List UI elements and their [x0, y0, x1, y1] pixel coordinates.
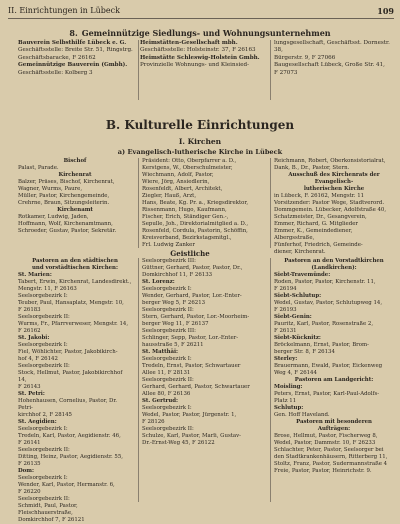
text-line: Bürgerstr. 9, F 27066 [274, 54, 336, 61]
text-line: F 27073 [274, 69, 298, 76]
text-line: Baugesellschaft Lübeck, Große Str. 41, [274, 62, 385, 69]
text-line: Moisling: [274, 384, 303, 390]
text-line: Pastoren an den Vorstadtkirchen [284, 258, 384, 264]
text-line: Roden, Pastor, Pastor, Kirchenstr. 11, [274, 279, 376, 285]
text-line: Seelsorgebezirk II: [142, 307, 194, 313]
text-line: Wurms, Fr., Pfarrverweser, Mengstr. 14, [18, 321, 129, 327]
text-line: und vorstädtischen Kirchen: [32, 265, 118, 271]
text-line: Geschäftsstelle: Kolberg 3 [18, 69, 93, 76]
text-line: Palast, Parade. [18, 165, 59, 171]
housing-column-1 [18, 40, 138, 77]
text-line: Seelsorgebezirk II: [18, 496, 70, 502]
text-line: Seelsorgebezirk I: [18, 426, 68, 432]
text-line: St. Gertrud: [142, 398, 179, 404]
text-line: berger Weg 5, F 26213 [142, 300, 206, 306]
church-admin-column-1 [18, 158, 132, 235]
text-line: Pastoren mit besonderen [296, 419, 372, 425]
text-line: F 26131 [274, 328, 297, 334]
text-line: Stock, Hellmut, Pastor, Jakobikirchhof 14, [18, 370, 123, 383]
text-line: Stern, Gerhard, Pastor, Lor.-Moorheim- [142, 314, 250, 320]
text-line: hof 4, F 26142 [18, 356, 58, 362]
geistliche-heading: Geistliche [170, 249, 210, 258]
text-line: Dr.-Ernst-Weg 45, F 26122 [142, 440, 215, 446]
housing-column-3 [274, 40, 394, 77]
section-8-number: 8. [69, 28, 78, 38]
text-line: Crehrne, Braun, Sitzungsleiterin. [18, 200, 110, 206]
text-line: Domkirchhof 7, F 26121 [18, 517, 85, 523]
text-line: Platz 11 [274, 398, 297, 404]
text-line: Ausschuß des Kirchenrats der Evangelisch- [288, 172, 380, 185]
lutheran-church-heading: a) Evangelisch-lutherische Kirche in Lübeck [117, 148, 283, 156]
text-line: Pastoren an den städtischen [32, 258, 118, 264]
text-line: Seelsorgebezirk III: [142, 258, 196, 264]
header-title: II. Einrichtungen in Lübeck [8, 6, 120, 15]
text-line: Allee 80, F 26136 [142, 391, 191, 397]
text-line: Seelsorgebezirk I: [18, 293, 68, 299]
text-line: Schlutup: [274, 405, 304, 411]
text-line: Bauverein Selbsthilfe Lübeck e. G. [18, 40, 127, 46]
text-line: Wedel, Gustav, Pastor, Schlutupweg 14, [274, 300, 383, 306]
church-admin-column-3 [274, 158, 394, 256]
text-line: Heimstätte Schleswig-Holstein Gmbh. [140, 54, 260, 61]
text-line: Hans, Beate, Kg. Pr. a., Kriegsdirektor, [142, 200, 249, 206]
text-line: Provinzielle Wohnungs- und Kleinsied- [140, 62, 250, 69]
text-line: Tredeln, Ernst, Pastor, Schwartauer [142, 363, 241, 369]
text-line: Güttner, Gerhard, Pastor, Pastor, Dr., [142, 265, 243, 271]
text-line: Geschäftsbaracke, F 26162 [18, 54, 96, 61]
text-line: Wiere, Jörg, Ansiedlerin, [142, 179, 210, 185]
text-line: Reichmann, Robert, Oberkonsistorialrat, [274, 158, 386, 164]
text-line: Seelsorgebezirk II: [18, 314, 70, 320]
text-line: Kreisverband, Bezirkstagsmitgl., [142, 235, 232, 241]
text-line: Fiel, Wöhlichter, Pastor, Jakobikirch- [18, 349, 118, 355]
clergy-column-2 [142, 258, 266, 447]
column-divider [138, 40, 139, 100]
text-line: Seelsorgebezirk I: [142, 356, 192, 362]
text-line: F 26183 [18, 307, 41, 313]
text-line: Seelsorgebezirk I: [18, 342, 68, 348]
text-line: St. Lorenz: [142, 279, 175, 285]
column-divider [270, 258, 271, 502]
text-line: Siebt-Genin: [274, 314, 312, 320]
text-line: Kirchenrat [58, 172, 92, 178]
housing-column-2 [140, 40, 268, 70]
text-line: Kerstgens, W., Oberschulmeister, [142, 165, 233, 171]
text-line: Seelsorgebezirk I: [142, 405, 192, 411]
column-divider [138, 158, 139, 248]
text-line: Seelsorgebezirk I: [142, 286, 192, 292]
text-line: Wedel, Pastor, Dammstr. 10, F 26233 [274, 440, 376, 446]
text-line: Präsident: Otto, Oberpfarrer a. D., [142, 158, 237, 164]
text-line: Geschäftsstelle: Holsteinstr. 37, F 26163 [140, 47, 256, 54]
church-admin-column-2 [142, 158, 266, 249]
text-line: lungsgesellschaft, Geschäftsst. Dornestr. 38, [274, 40, 390, 54]
text-line: Fünferhof, Friedrich, Gemeinde- [274, 242, 363, 248]
text-line: Aufträgen: [317, 426, 351, 432]
text-line: Freie, Pastor, Pastor, Heinrichstr. 9. [274, 468, 372, 474]
section-b-letter: B. [105, 118, 121, 132]
text-line: F 26143 [18, 384, 41, 390]
text-line: Wedel, Pastor, Pastor, Jürgenstr. 1, [142, 412, 237, 418]
text-line: hausstraße 5, F 26211 [142, 342, 204, 348]
text-line: St. Matthäi: [142, 349, 179, 355]
text-line: Heimstätten-Gesellschaft mbh. [140, 40, 238, 46]
text-line: St. Jakobi: [18, 335, 50, 341]
text-line: Dommgemein. Lübecker, Adolfstraße 40, [274, 207, 387, 213]
text-line: Ditting, Heinz, Pastor, Aegidienstr. 55, [18, 454, 124, 460]
text-line: kirchhof 2, F 28145 [18, 412, 72, 418]
text-line: Wender, Karl, Pastor, Hermanstr. 6, [18, 482, 115, 488]
section-b-name: Kulturelle Einrichtungen [124, 118, 295, 132]
text-line: Allee 11, F 28131 [142, 370, 191, 376]
running-header [8, 4, 394, 19]
text-line: Schlinger, Sepp, Pastor, Lor.-Enter- [142, 335, 239, 341]
text-line: St. Petri: [18, 391, 45, 397]
text-line: in Lübeck, F. 26162, Mengstr. 11 [274, 193, 365, 199]
text-line: Seelsorgebezirk III: [142, 328, 196, 334]
text-line: Seelsorgebezirk II: [18, 363, 70, 369]
column-divider [270, 158, 271, 248]
text-line: Hoffmann, Wolf, Kirchenamtmann, [18, 221, 113, 227]
text-line: Bröckelmann, Ernst, Pastor, Brom- [274, 342, 369, 348]
text-line: Gerhard, Gerhard, Pastor, Schwartauer [142, 384, 250, 390]
text-line: F 26141 [18, 440, 41, 446]
column-divider [270, 40, 271, 100]
text-line: Vorsitzender: Pastor Wege, Stadtverord. [274, 200, 385, 206]
text-line: lutherischen Kirche [303, 186, 365, 192]
kirchen-heading: I. Kirchen [178, 137, 222, 146]
text-line: (Landkirchen): [311, 265, 357, 271]
text-line: Rosenfeldt, Albert, Architekt, [142, 186, 223, 192]
text-line: F 26194 [274, 286, 297, 292]
clergy-columns [18, 258, 390, 523]
text-line: Siebt-Schlutup: [274, 293, 322, 299]
text-line: Schroeder, Gustav, Pastor, Sekretär. [18, 228, 117, 234]
text-line: St. Aegidien: [18, 419, 57, 425]
text-line: Wiechmann, Adolf, Pastor, [142, 172, 214, 178]
clergy-column-1 [18, 258, 132, 524]
text-line: Tabert, Erwin, Kirchenrat, Landesdirekt., [18, 279, 132, 285]
text-line: Wagner, Wurms, Paure, [18, 186, 83, 192]
text-line: F 26193 [274, 307, 297, 313]
text-line: Teuber, Paul, Hansaplatz, Mengstr. 10, [18, 300, 124, 306]
text-line: Brose, Hellmut, Pastor, Fischerweg 8, [274, 433, 378, 439]
text-line: Peters, Ernst, Pastor, Karl-Paul-Adolfs- [274, 391, 380, 397]
text-line: Seelsorgebezirk II: [142, 426, 194, 432]
text-line: Stoltz, Franz, Pastor, Sudermannstraße 4 [274, 461, 388, 467]
text-line: Sepulle, Joh., Direktorialmitglied a. D., [142, 221, 249, 227]
text-line: diener, Kirchenrat. [274, 249, 326, 255]
section-8-title: Gemeinnützige Siedlungs- und Wohnungsunternehmen [81, 28, 331, 38]
text-line: Rissenmann, Hugo, Kaufmann, [142, 207, 227, 213]
text-line: F 26135 [18, 461, 41, 467]
text-line: Schlachter, Peter, Pastor, Seelsorger bei [274, 447, 384, 453]
text-line: den Stadtkrankenhäusern, Ritterberg 11, [274, 454, 388, 460]
clergy-column-3 [274, 258, 394, 475]
text-line: Dom: [18, 468, 34, 474]
text-line: Schatzmeister, Dr., Gesangverein, [274, 214, 367, 220]
page-number: 109 [377, 6, 394, 16]
text-line: Domkirchhof 11, F 26133 [142, 272, 213, 278]
text-line: Fischer, Erich, Ständiger Gen.-, [142, 214, 229, 220]
text-line: Bischof [63, 158, 87, 164]
text-line: St. Marien: [18, 272, 52, 278]
text-line: Kirchenamt [57, 207, 93, 213]
text-line: Emmer, Richard, G. Mitglieder [274, 221, 358, 227]
text-line: F 28126 [142, 419, 165, 425]
text-line: Schmidt, Paul, Pastor, Fleischhauerstraße, [18, 503, 78, 516]
text-line: berger Str. 8, F 26134 [274, 349, 335, 355]
housing-columns [18, 40, 390, 102]
text-line: Siebt-Travemünde: [274, 272, 331, 278]
text-line: Sterley: [274, 356, 298, 362]
text-line: Weg 4, F 26144 [274, 370, 317, 376]
text-line: Seelsorgebezirk II: [18, 447, 70, 453]
text-line: Gen. Hoff Haveland. [274, 412, 330, 418]
section-8-heading [0, 28, 400, 38]
text-line: Seelsorgebezirk I: [18, 475, 68, 481]
text-line: berger Weg 11, F 26137 [142, 321, 209, 327]
text-line: Dank, B., Dr., Pastor, Stern. [274, 165, 350, 171]
text-line: Balzer, Präses, Bischof, Kirchenrat, [18, 179, 115, 185]
column-divider [138, 258, 139, 502]
text-line: Geschäftsstelle: Breite Str. 51, Ringstrg. [18, 47, 133, 54]
text-line: Seelsorgebezirk II: [142, 377, 194, 383]
text-line: Siebt-Kücknitz: [274, 335, 321, 341]
section-b-title [0, 118, 400, 132]
text-line: Müller, Pastor, Kirchengemeinde, [18, 193, 110, 199]
text-line: Rosenfeld, Cordula, Pastorin, Schöffin, [142, 228, 248, 234]
text-line: Gemeinnützige Bauverein (Gmbh). [18, 62, 128, 69]
text-line: F 26220 [18, 489, 41, 495]
text-line: Brauermann, Ewald, Pastor, Eickenweg [274, 363, 383, 369]
text-line: Mengstr. 11, F 26163 [18, 286, 77, 292]
text-line: F 26162 [18, 328, 41, 334]
text-line: Hohenhausen, Cornelius, Pastor, Dr. Petri- [18, 398, 118, 411]
text-line: Frl. Ludwig Zanker [142, 242, 195, 248]
text-line: Tredeln, Karl, Pastor, Aegidienstr. 46, [18, 433, 121, 439]
text-line: Schulze, Karl, Pastor, Marli, Gustav- [142, 433, 241, 439]
text-line: Wender, Gerhard, Pastor, Lor.-Enter- [142, 293, 242, 299]
text-line: Rotkamer, Ludwig, Jaden, [18, 214, 89, 220]
text-line: Emmer, K., Gemeindediener, Albergsstraße, [274, 228, 353, 241]
text-line: Ziegler, Hauß, Arzt, [142, 193, 197, 199]
text-line: Pauritz, Karl, Pastor, Rosenstraße 2, [274, 321, 374, 327]
text-line: Pastoren am Landgericht: [294, 377, 374, 383]
